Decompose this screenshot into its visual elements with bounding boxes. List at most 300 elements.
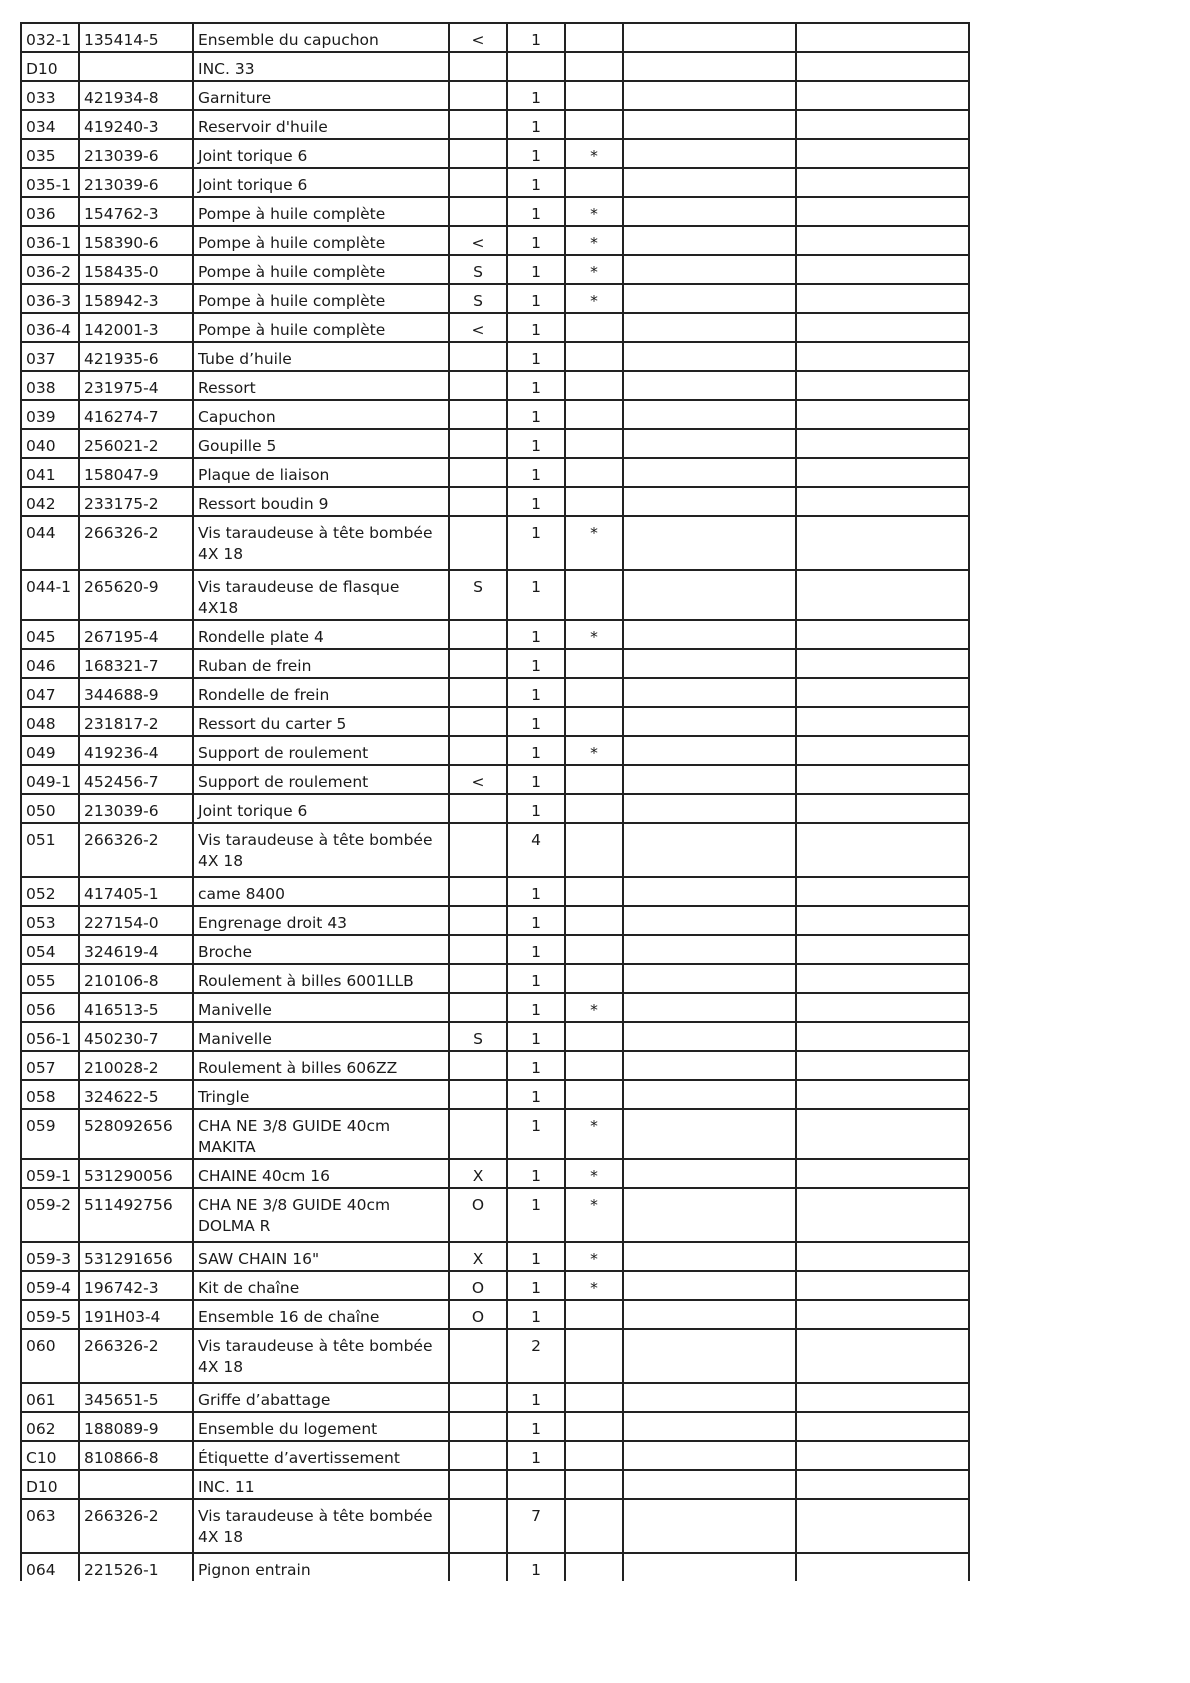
part-number-cell: 531290056 xyxy=(79,1159,193,1188)
blank-cell-a xyxy=(623,707,796,736)
note-cell xyxy=(565,678,623,707)
blank-cell-a xyxy=(623,1470,796,1499)
quantity-cell: 7 xyxy=(507,1499,565,1553)
description-cell: Tube d’huile xyxy=(193,342,449,371)
item-number-cell: 061 xyxy=(21,1383,79,1412)
part-number-cell: 417405-1 xyxy=(79,877,193,906)
table-row xyxy=(21,1553,969,1581)
flag-cell xyxy=(449,649,507,678)
description-cell: Pompe à huile complète xyxy=(193,284,449,313)
description-cell: Joint torique 6 xyxy=(193,794,449,823)
flag-cell xyxy=(449,1051,507,1080)
description-cell: came 8400 xyxy=(193,877,449,906)
table-row xyxy=(21,371,969,400)
flag-cell xyxy=(449,168,507,197)
blank-cell-b xyxy=(796,570,969,620)
description-cell: Broche xyxy=(193,935,449,964)
description-cell: Ensemble du capuchon xyxy=(193,23,449,52)
table-row xyxy=(21,570,969,620)
flag-cell xyxy=(449,110,507,139)
flag-cell xyxy=(449,1553,507,1581)
blank-cell-b xyxy=(796,964,969,993)
blank-cell-a xyxy=(623,458,796,487)
quantity-cell: 1 xyxy=(507,226,565,255)
note-cell xyxy=(565,1470,623,1499)
description-cell: INC. 11 xyxy=(193,1470,449,1499)
blank-cell-b xyxy=(796,736,969,765)
part-number-cell: 256021-2 xyxy=(79,429,193,458)
part-number-cell: 233175-2 xyxy=(79,487,193,516)
item-number-cell: 053 xyxy=(21,906,79,935)
quantity-cell: 1 xyxy=(507,487,565,516)
blank-cell-a xyxy=(623,81,796,110)
description-cell: Ruban de frein xyxy=(193,649,449,678)
item-number-cell: 059-1 xyxy=(21,1159,79,1188)
note-cell: * xyxy=(565,255,623,284)
note-cell: * xyxy=(565,1242,623,1271)
blank-cell-a xyxy=(623,570,796,620)
part-number-cell: 227154-0 xyxy=(79,906,193,935)
part-number-cell: 231975-4 xyxy=(79,371,193,400)
flag-cell xyxy=(449,429,507,458)
table-row xyxy=(21,906,969,935)
note-cell xyxy=(565,906,623,935)
description-cell: SAW CHAIN 16" xyxy=(193,1242,449,1271)
note-cell xyxy=(565,110,623,139)
part-number-cell: 213039-6 xyxy=(79,168,193,197)
flag-cell xyxy=(449,877,507,906)
part-number-cell: 154762-3 xyxy=(79,197,193,226)
quantity-cell: 1 xyxy=(507,570,565,620)
blank-cell-b xyxy=(796,52,969,81)
blank-cell-b xyxy=(796,342,969,371)
flag-cell xyxy=(449,964,507,993)
table-row xyxy=(21,23,969,52)
quantity-cell: 1 xyxy=(507,429,565,458)
blank-cell-a xyxy=(623,1383,796,1412)
part-number-cell: 452456-7 xyxy=(79,765,193,794)
item-number-cell: 044-1 xyxy=(21,570,79,620)
item-number-cell: 057 xyxy=(21,1051,79,1080)
item-number-cell: 051 xyxy=(21,823,79,877)
blank-cell-a xyxy=(623,649,796,678)
blank-cell-a xyxy=(623,1188,796,1242)
item-number-cell: 036 xyxy=(21,197,79,226)
blank-cell-a xyxy=(623,906,796,935)
quantity-cell: 1 xyxy=(507,1080,565,1109)
quantity-cell: 1 xyxy=(507,1242,565,1271)
quantity-cell: 1 xyxy=(507,1109,565,1159)
flag-cell xyxy=(449,736,507,765)
blank-cell-a xyxy=(623,400,796,429)
description-cell: Rondelle de frein xyxy=(193,678,449,707)
quantity-cell xyxy=(507,52,565,81)
blank-cell-b xyxy=(796,139,969,168)
blank-cell-b xyxy=(796,1441,969,1470)
description-cell: Roulement à billes 606ZZ xyxy=(193,1051,449,1080)
table-row xyxy=(21,487,969,516)
item-number-cell: 036-4 xyxy=(21,313,79,342)
quantity-cell: 4 xyxy=(507,823,565,877)
note-cell xyxy=(565,935,623,964)
table-row xyxy=(21,516,969,570)
table-row xyxy=(21,342,969,371)
table-row xyxy=(21,52,969,81)
description-cell: Pompe à huile complète xyxy=(193,197,449,226)
flag-cell xyxy=(449,371,507,400)
blank-cell-a xyxy=(623,1242,796,1271)
note-cell xyxy=(565,1051,623,1080)
description-cell: Pompe à huile complète xyxy=(193,313,449,342)
note-cell: * xyxy=(565,993,623,1022)
note-cell xyxy=(565,1553,623,1581)
part-number-cell: 324619-4 xyxy=(79,935,193,964)
note-cell xyxy=(565,1383,623,1412)
item-number-cell: 040 xyxy=(21,429,79,458)
part-number-cell: 450230-7 xyxy=(79,1022,193,1051)
quantity-cell: 1 xyxy=(507,794,565,823)
blank-cell-a xyxy=(623,1022,796,1051)
part-number-cell: 528092656 xyxy=(79,1109,193,1159)
blank-cell-b xyxy=(796,794,969,823)
quantity-cell: 1 xyxy=(507,1300,565,1329)
flag-cell xyxy=(449,993,507,1022)
blank-cell-b xyxy=(796,993,969,1022)
blank-cell-a xyxy=(623,342,796,371)
blank-cell-b xyxy=(796,1242,969,1271)
quantity-cell: 1 xyxy=(507,993,565,1022)
flag-cell: S xyxy=(449,1022,507,1051)
note-cell xyxy=(565,342,623,371)
quantity-cell: 1 xyxy=(507,678,565,707)
part-number-cell: 266326-2 xyxy=(79,1329,193,1383)
table-row xyxy=(21,1051,969,1080)
part-number-cell: 221526-1 xyxy=(79,1553,193,1581)
quantity-cell: 1 xyxy=(507,23,565,52)
blank-cell-b xyxy=(796,1383,969,1412)
item-number-cell: 062 xyxy=(21,1412,79,1441)
part-number-cell: 158942-3 xyxy=(79,284,193,313)
blank-cell-b xyxy=(796,1470,969,1499)
table-row xyxy=(21,1383,969,1412)
item-number-cell: 059-2 xyxy=(21,1188,79,1242)
blank-cell-b xyxy=(796,226,969,255)
part-number-cell: 231817-2 xyxy=(79,707,193,736)
table-row xyxy=(21,1080,969,1109)
flag-cell xyxy=(449,197,507,226)
blank-cell-b xyxy=(796,707,969,736)
note-cell xyxy=(565,649,623,678)
blank-cell-b xyxy=(796,1329,969,1383)
blank-cell-a xyxy=(623,516,796,570)
item-number-cell: 060 xyxy=(21,1329,79,1383)
description-cell: CHAINE 40cm 16 xyxy=(193,1159,449,1188)
note-cell xyxy=(565,23,623,52)
description-cell: Garniture xyxy=(193,81,449,110)
quantity-cell: 1 xyxy=(507,168,565,197)
blank-cell-a xyxy=(623,487,796,516)
part-number-cell xyxy=(79,52,193,81)
blank-cell-b xyxy=(796,23,969,52)
item-number-cell: 039 xyxy=(21,400,79,429)
table-row xyxy=(21,1242,969,1271)
blank-cell-b xyxy=(796,284,969,313)
quantity-cell: 1 xyxy=(507,935,565,964)
description-cell: Support de roulement xyxy=(193,736,449,765)
blank-cell-a xyxy=(623,1271,796,1300)
item-number-cell: 059 xyxy=(21,1109,79,1159)
part-number-cell: 158390-6 xyxy=(79,226,193,255)
table-row xyxy=(21,736,969,765)
blank-cell-a xyxy=(623,429,796,458)
description-cell: CHA NE 3/8 GUIDE 40cm DOLMA R xyxy=(193,1188,449,1242)
blank-cell-b xyxy=(796,197,969,226)
quantity-cell: 1 xyxy=(507,284,565,313)
quantity-cell: 1 xyxy=(507,649,565,678)
blank-cell-a xyxy=(623,1441,796,1470)
flag-cell xyxy=(449,400,507,429)
note-cell xyxy=(565,1022,623,1051)
part-number-cell: 266326-2 xyxy=(79,516,193,570)
blank-cell-a xyxy=(623,197,796,226)
description-cell: Ressort xyxy=(193,371,449,400)
item-number-cell: 048 xyxy=(21,707,79,736)
table-row xyxy=(21,110,969,139)
description-cell: Ressort boudin 9 xyxy=(193,487,449,516)
blank-cell-b xyxy=(796,255,969,284)
flag-cell xyxy=(449,1329,507,1383)
blank-cell-b xyxy=(796,1553,969,1581)
table-row xyxy=(21,1470,969,1499)
description-cell: Engrenage droit 43 xyxy=(193,906,449,935)
table-row xyxy=(21,255,969,284)
description-cell: INC. 33 xyxy=(193,52,449,81)
quantity-cell: 1 xyxy=(507,1271,565,1300)
blank-cell-a xyxy=(623,993,796,1022)
note-cell: * xyxy=(565,516,623,570)
flag-cell: S xyxy=(449,284,507,313)
note-cell: * xyxy=(565,1159,623,1188)
part-number-cell: 531291656 xyxy=(79,1242,193,1271)
part-number-cell: 324622-5 xyxy=(79,1080,193,1109)
description-cell: Rondelle plate 4 xyxy=(193,620,449,649)
note-cell: * xyxy=(565,620,623,649)
table-row xyxy=(21,707,969,736)
quantity-cell: 1 xyxy=(507,139,565,168)
quantity-cell: 1 xyxy=(507,313,565,342)
description-cell: Goupille 5 xyxy=(193,429,449,458)
part-number-cell: 267195-4 xyxy=(79,620,193,649)
quantity-cell: 1 xyxy=(507,1051,565,1080)
item-number-cell: 050 xyxy=(21,794,79,823)
item-number-cell: 045 xyxy=(21,620,79,649)
table-row xyxy=(21,649,969,678)
blank-cell-a xyxy=(623,1080,796,1109)
note-cell xyxy=(565,964,623,993)
blank-cell-b xyxy=(796,1499,969,1553)
blank-cell-b xyxy=(796,678,969,707)
quantity-cell: 1 xyxy=(507,400,565,429)
item-number-cell: 059-5 xyxy=(21,1300,79,1329)
blank-cell-a xyxy=(623,255,796,284)
table-row xyxy=(21,765,969,794)
flag-cell: S xyxy=(449,570,507,620)
blank-cell-b xyxy=(796,429,969,458)
item-number-cell: 059-4 xyxy=(21,1271,79,1300)
note-cell xyxy=(565,823,623,877)
flag-cell xyxy=(449,52,507,81)
flag-cell: O xyxy=(449,1300,507,1329)
item-number-cell: 063 xyxy=(21,1499,79,1553)
blank-cell-b xyxy=(796,620,969,649)
note-cell xyxy=(565,1300,623,1329)
note-cell: * xyxy=(565,139,623,168)
blank-cell-b xyxy=(796,313,969,342)
item-number-cell: C10 xyxy=(21,1441,79,1470)
item-number-cell: 055 xyxy=(21,964,79,993)
description-cell: Plaque de liaison xyxy=(193,458,449,487)
description-cell: Vis taraudeuse à tête bombée 4X 18 xyxy=(193,1329,449,1383)
blank-cell-a xyxy=(623,313,796,342)
part-number-cell: 344688-9 xyxy=(79,678,193,707)
note-cell: * xyxy=(565,226,623,255)
description-cell: Kit de chaîne xyxy=(193,1271,449,1300)
blank-cell-b xyxy=(796,1109,969,1159)
blank-cell-b xyxy=(796,1080,969,1109)
part-number-cell: 421934-8 xyxy=(79,81,193,110)
blank-cell-a xyxy=(623,23,796,52)
blank-cell-b xyxy=(796,1159,969,1188)
blank-cell-a xyxy=(623,877,796,906)
description-cell: Pompe à huile complète xyxy=(193,255,449,284)
table-row xyxy=(21,1271,969,1300)
description-cell: Capuchon xyxy=(193,400,449,429)
blank-cell-a xyxy=(623,1109,796,1159)
table-row xyxy=(21,313,969,342)
blank-cell-a xyxy=(623,765,796,794)
item-number-cell: 036-1 xyxy=(21,226,79,255)
parts-table-body xyxy=(21,23,969,1581)
part-number-cell: 416513-5 xyxy=(79,993,193,1022)
table-row xyxy=(21,1188,969,1242)
item-number-cell: 035 xyxy=(21,139,79,168)
quantity-cell: 1 xyxy=(507,964,565,993)
part-number-cell: 416274-7 xyxy=(79,400,193,429)
flag-cell xyxy=(449,1080,507,1109)
quantity-cell: 1 xyxy=(507,458,565,487)
flag-cell xyxy=(449,823,507,877)
note-cell xyxy=(565,1499,623,1553)
table-row xyxy=(21,678,969,707)
table-row xyxy=(21,168,969,197)
description-cell: Vis taraudeuse de flasque 4X18 xyxy=(193,570,449,620)
table-row xyxy=(21,139,969,168)
quantity-cell: 2 xyxy=(507,1329,565,1383)
description-cell: Roulement à billes 6001LLB xyxy=(193,964,449,993)
note-cell: * xyxy=(565,1188,623,1242)
note-cell: * xyxy=(565,1109,623,1159)
description-cell: Manivelle xyxy=(193,993,449,1022)
description-cell: Tringle xyxy=(193,1080,449,1109)
quantity-cell: 1 xyxy=(507,1188,565,1242)
item-number-cell: 034 xyxy=(21,110,79,139)
table-row xyxy=(21,429,969,458)
part-number-cell xyxy=(79,1470,193,1499)
blank-cell-a xyxy=(623,1553,796,1581)
blank-cell-b xyxy=(796,649,969,678)
flag-cell: O xyxy=(449,1188,507,1242)
table-row xyxy=(21,458,969,487)
blank-cell-a xyxy=(623,736,796,765)
quantity-cell: 1 xyxy=(507,707,565,736)
blank-cell-a xyxy=(623,823,796,877)
quantity-cell: 1 xyxy=(507,1022,565,1051)
flag-cell xyxy=(449,81,507,110)
blank-cell-a xyxy=(623,110,796,139)
item-number-cell: 058 xyxy=(21,1080,79,1109)
blank-cell-b xyxy=(796,1051,969,1080)
quantity-cell: 1 xyxy=(507,371,565,400)
note-cell xyxy=(565,1441,623,1470)
description-cell: Pompe à huile complète xyxy=(193,226,449,255)
blank-cell-a xyxy=(623,1329,796,1383)
blank-cell-b xyxy=(796,935,969,964)
part-number-cell: 168321-7 xyxy=(79,649,193,678)
flag-cell xyxy=(449,139,507,168)
item-number-cell: 042 xyxy=(21,487,79,516)
table-row xyxy=(21,1109,969,1159)
flag-cell: X xyxy=(449,1242,507,1271)
quantity-cell: 1 xyxy=(507,736,565,765)
description-cell: Manivelle xyxy=(193,1022,449,1051)
description-cell: Pignon entrain xyxy=(193,1553,449,1581)
table-row xyxy=(21,620,969,649)
item-number-cell: 056 xyxy=(21,993,79,1022)
flag-cell xyxy=(449,458,507,487)
blank-cell-b xyxy=(796,400,969,429)
quantity-cell: 1 xyxy=(507,255,565,284)
blank-cell-a xyxy=(623,1159,796,1188)
blank-cell-a xyxy=(623,226,796,255)
blank-cell-a xyxy=(623,794,796,823)
table-row xyxy=(21,1329,969,1383)
note-cell xyxy=(565,371,623,400)
note-cell xyxy=(565,1080,623,1109)
blank-cell-b xyxy=(796,487,969,516)
blank-cell-a xyxy=(623,1412,796,1441)
item-number-cell: D10 xyxy=(21,1470,79,1499)
flag-cell xyxy=(449,1441,507,1470)
table-row xyxy=(21,823,969,877)
blank-cell-b xyxy=(796,765,969,794)
note-cell xyxy=(565,313,623,342)
flag-cell xyxy=(449,1383,507,1412)
blank-cell-b xyxy=(796,1271,969,1300)
part-number-cell: 213039-6 xyxy=(79,794,193,823)
blank-cell-b xyxy=(796,110,969,139)
part-number-cell: 188089-9 xyxy=(79,1412,193,1441)
part-number-cell: 810866-8 xyxy=(79,1441,193,1470)
description-cell: Ressort du carter 5 xyxy=(193,707,449,736)
part-number-cell: 142001-3 xyxy=(79,313,193,342)
flag-cell: X xyxy=(449,1159,507,1188)
blank-cell-b xyxy=(796,371,969,400)
table-row xyxy=(21,993,969,1022)
blank-cell-b xyxy=(796,1022,969,1051)
part-number-cell: 210028-2 xyxy=(79,1051,193,1080)
part-number-cell: 266326-2 xyxy=(79,1499,193,1553)
item-number-cell: 049-1 xyxy=(21,765,79,794)
